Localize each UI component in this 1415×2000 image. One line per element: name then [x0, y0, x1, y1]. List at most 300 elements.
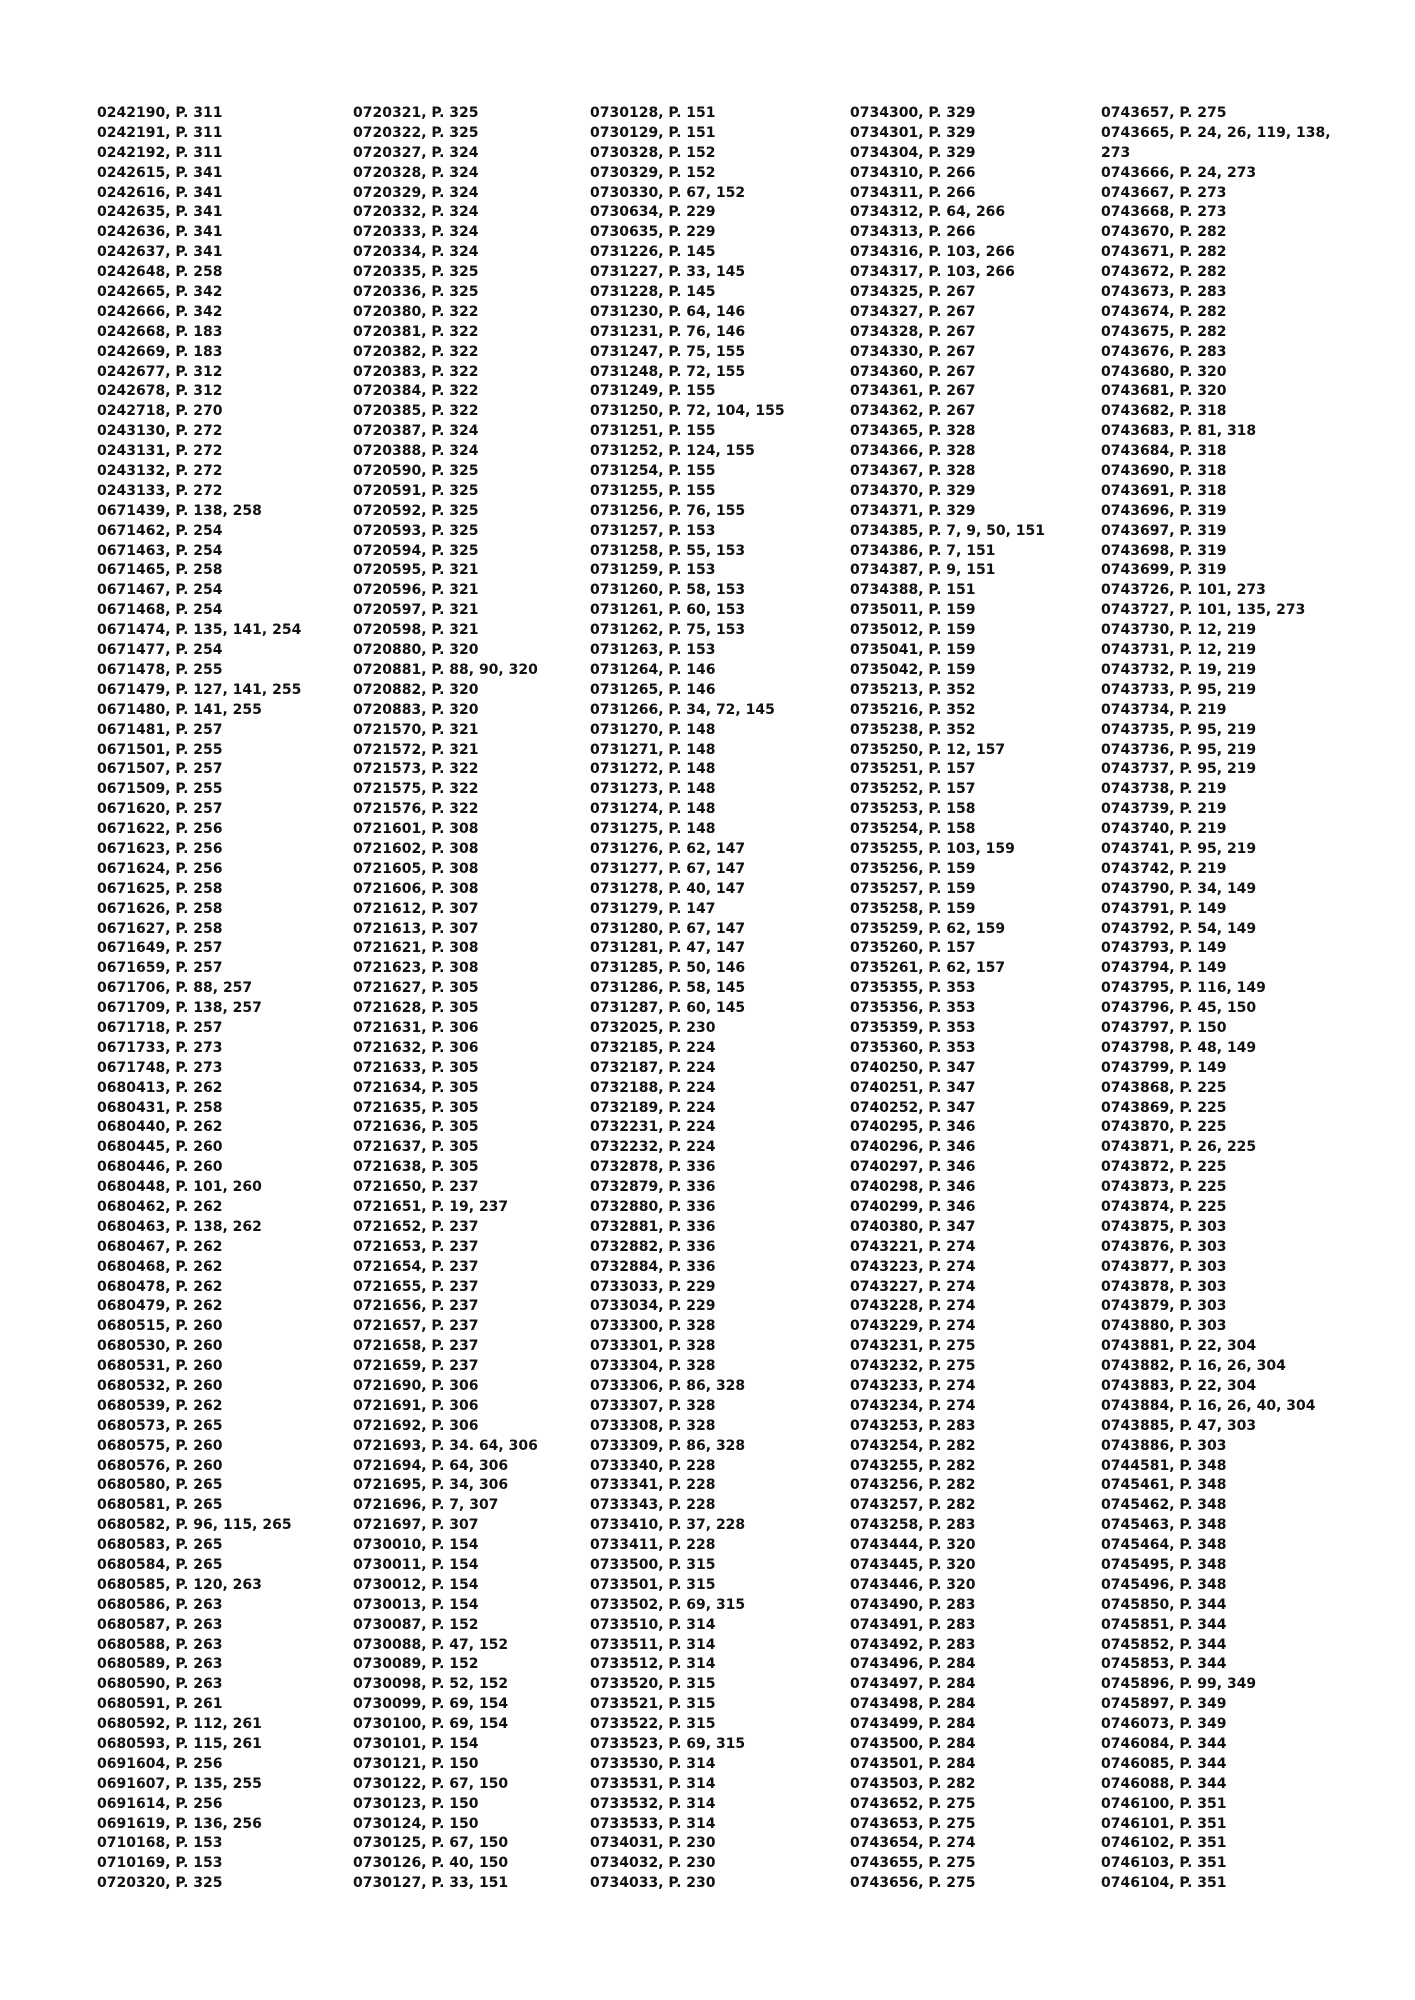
index-entry: 0743655, P. 275	[850, 1855, 976, 1872]
index-entry: 0730013, P. 154	[353, 1596, 479, 1613]
index-entry: 0671733, P. 273	[97, 1039, 223, 1056]
index-entry: 0732188, P. 224	[590, 1079, 716, 1096]
index-entry: 0243130, P. 272	[97, 423, 223, 440]
index-entry: 0721638, P. 305	[353, 1159, 479, 1176]
index-entry: 0731250, P. 72, 104, 155	[590, 403, 785, 420]
index-entry: 0680585, P. 120, 263	[97, 1576, 262, 1593]
index-entry: 0733033, P. 229	[590, 1278, 716, 1295]
index-entry: 0721636, P. 305	[353, 1119, 479, 1136]
index-entry: 0740296, P. 346	[850, 1139, 976, 1156]
index-entry: 0720320, P. 325	[97, 1875, 223, 1892]
index-entry: 0731266, P. 34, 72, 145	[590, 701, 775, 718]
index-entry: 0735251, P. 157	[850, 761, 976, 778]
index-entry: 0743672, P. 282	[1101, 264, 1227, 281]
index-entry: 0745851, P. 344	[1101, 1616, 1227, 1633]
index-entry: 0746104, P. 351	[1101, 1875, 1227, 1892]
index-entry: 0732880, P. 336	[590, 1198, 716, 1215]
index-entry: 0721657, P. 237	[353, 1318, 479, 1335]
index-entry: 0680478, P. 262	[97, 1278, 223, 1295]
index-entry: 0720591, P. 325	[353, 482, 479, 499]
index-entry: 0721573, P. 322	[353, 761, 479, 778]
index-entry: 0730121, P. 150	[353, 1755, 479, 1772]
index-entry: 0721652, P. 237	[353, 1218, 479, 1235]
index-entry: 0720597, P. 321	[353, 602, 479, 619]
index-entry: 0680589, P. 263	[97, 1656, 223, 1673]
index-entry: 0730634, P. 229	[590, 204, 716, 221]
index-entry: 0730330, P. 67, 152	[590, 184, 746, 201]
index-entry: 0744581, P. 348	[1101, 1457, 1227, 1474]
index-entry: 0733531, P. 314	[590, 1775, 716, 1792]
index-entry: 0731280, P. 67, 147	[590, 920, 746, 937]
index-entry: 0735216, P. 352	[850, 701, 976, 718]
index-entry: 0743227, P. 274	[850, 1278, 976, 1295]
index-entry: 0731248, P. 72, 155	[590, 363, 746, 380]
index-entry: 0743670, P. 282	[1101, 224, 1227, 241]
index-entry: 0743254, P. 282	[850, 1437, 976, 1454]
index-entry: 0734362, P. 267	[850, 403, 976, 420]
index-entry: 0733304, P. 328	[590, 1358, 716, 1375]
index-entry: 0732025, P. 230	[590, 1019, 716, 1036]
index-entry: 0743668, P. 273	[1101, 204, 1227, 221]
index-entry: 0243133, P. 272	[97, 482, 223, 499]
index-entry: 0743873, P. 225	[1101, 1179, 1227, 1196]
index-entry: 0743741, P. 95, 219	[1101, 840, 1257, 857]
index-entry: 0745461, P. 348	[1101, 1477, 1227, 1494]
index-entry: 0733500, P. 315	[590, 1557, 716, 1574]
index-entry: 0745464, P. 348	[1101, 1537, 1227, 1554]
index-entry: 0730099, P. 69, 154	[353, 1696, 509, 1713]
index-entry: 0730100, P. 69, 154	[353, 1716, 509, 1733]
index-column-5	[1101, 104, 1361, 1894]
index-entry: 0720592, P. 325	[353, 502, 479, 519]
index-entry: 0746085, P. 344	[1101, 1755, 1227, 1772]
index-entry: 0731273, P. 148	[590, 781, 716, 798]
index-entry: 0743795, P. 116, 149	[1101, 980, 1266, 997]
index-entry: 0743884, P. 16, 26, 40, 304	[1101, 1397, 1316, 1414]
index-entry: 0680584, P. 265	[97, 1557, 223, 1574]
index-entry: 0720328, P. 324	[353, 164, 479, 181]
index-entry: 0734366, P. 328	[850, 443, 976, 460]
index-entry: 0691604, P. 256	[97, 1755, 223, 1772]
index-entry: 0671625, P. 258	[97, 880, 223, 897]
index-entry: 0721602, P. 308	[353, 840, 479, 857]
index-entry: 0733301, P. 328	[590, 1338, 716, 1355]
index-entry: 0730125, P. 67, 150	[353, 1835, 509, 1852]
index-entry: 0720384, P. 322	[353, 383, 479, 400]
index-entry: 0743796, P. 45, 150	[1101, 1000, 1257, 1017]
index-entry: 0680590, P. 263	[97, 1676, 223, 1693]
index-entry: 0671622, P. 256	[97, 821, 223, 838]
index-entry: 0680448, P. 101, 260	[97, 1179, 262, 1196]
index-entry: 0735360, P. 353	[850, 1039, 976, 1056]
index-entry: 0743733, P. 95, 219	[1101, 681, 1257, 698]
index-entry: 0721695, P. 34, 306	[353, 1477, 509, 1494]
index-entry: 0720327, P. 324	[353, 144, 479, 161]
index-entry: 0721696, P. 7, 307	[353, 1497, 499, 1514]
index-entry: 0743232, P. 275	[850, 1358, 976, 1375]
index-entry: 0680463, P. 138, 262	[97, 1218, 262, 1235]
index-entry: 0720882, P. 320	[353, 681, 479, 698]
index-entry: 0734032, P. 230	[590, 1855, 716, 1872]
index-entry: 0735012, P. 159	[850, 622, 976, 639]
index-entry: 0743256, P. 282	[850, 1477, 976, 1494]
index-entry: 0242665, P. 342	[97, 284, 223, 301]
index-entry: 0743798, P. 48, 149	[1101, 1039, 1257, 1056]
index-entry: 0720387, P. 324	[353, 423, 479, 440]
index-entry: 0730089, P. 152	[353, 1656, 479, 1673]
index-entry: 0730087, P. 152	[353, 1616, 479, 1633]
index-entry: 0721690, P. 306	[353, 1378, 479, 1394]
index-entry: 0730129, P. 151	[590, 124, 716, 141]
index-entry: 0733512, P. 314	[590, 1656, 716, 1673]
index-entry: 0671467, P. 254	[97, 582, 223, 599]
index-entry: 0671624, P. 256	[97, 860, 223, 877]
index-entry: 0745495, P. 348	[1101, 1557, 1227, 1574]
index-entry: 0743681, P. 320	[1101, 383, 1227, 400]
index-entry: 0680576, P. 260	[97, 1457, 223, 1474]
index-entry: 0721623, P. 308	[353, 960, 479, 977]
index-entry: 0735355, P. 353	[850, 980, 976, 997]
index-entry: 0735253, P. 158	[850, 801, 976, 818]
index-entry: 0721606, P. 308	[353, 880, 479, 897]
index-entry: 0745896, P. 99, 349	[1101, 1676, 1257, 1693]
index-entry: 0734310, P. 266	[850, 164, 976, 181]
index-entry: 0720383, P. 322	[353, 363, 479, 380]
index-entry: 0721621, P. 308	[353, 940, 479, 957]
index-entry: 0743497, P. 284	[850, 1676, 976, 1693]
index-entry: 0680593, P. 115, 261	[97, 1736, 262, 1753]
index-entry: 0743234, P. 274	[850, 1397, 976, 1414]
index-entry: 0733502, P. 69, 315	[590, 1596, 746, 1613]
index-entry: 0680479, P. 262	[97, 1298, 223, 1315]
index-entry: 0743228, P. 274	[850, 1298, 976, 1315]
index-entry: 0731247, P. 75, 155	[590, 343, 746, 360]
index-entry: 0743871, P. 26, 225	[1101, 1139, 1257, 1156]
index-column-2	[353, 104, 583, 1894]
index-entry: 0743872, P. 225	[1101, 1159, 1227, 1176]
index-entry: 0671462, P. 254	[97, 522, 223, 539]
index-entry: 0733306, P. 86, 328	[590, 1378, 746, 1394]
index-entry: 0740380, P. 347	[850, 1218, 976, 1235]
index-entry: 0730127, P. 33, 151	[353, 1875, 509, 1892]
index-entry: 0730122, P. 67, 150	[353, 1775, 509, 1792]
index-entry: 0720333, P. 324	[353, 224, 479, 241]
index-entry: 0731265, P. 146	[590, 681, 716, 698]
index-entry: 0743735, P. 95, 219	[1101, 721, 1257, 738]
index-entry: 0691614, P. 256	[97, 1795, 223, 1812]
index-entry: 0680515, P. 260	[97, 1318, 223, 1335]
index-entry: 0671509, P. 255	[97, 781, 223, 798]
index-entry: 0734367, P. 328	[850, 463, 976, 480]
index-entry: 0731272, P. 148	[590, 761, 716, 778]
index-entry: 0743726, P. 101, 273	[1101, 582, 1266, 599]
index-entry: 0734313, P. 266	[850, 224, 976, 241]
index-entry: 0733532, P. 314	[590, 1795, 716, 1812]
index-entry: 0720596, P. 321	[353, 582, 479, 599]
index-entry: 0721658, P. 237	[353, 1338, 479, 1355]
index-entry: 0733341, P. 228	[590, 1477, 716, 1494]
index-entry: 0731270, P. 148	[590, 721, 716, 738]
index-entry: 0733521, P. 315	[590, 1696, 716, 1713]
index-entry: 0731281, P. 47, 147	[590, 940, 746, 957]
index-entry: 0733511, P. 314	[590, 1636, 716, 1653]
index-entry: 0743684, P. 318	[1101, 443, 1227, 460]
index-entry: 0671474, P. 135, 141, 254	[97, 622, 302, 639]
index-entry: 0680539, P. 262	[97, 1397, 223, 1414]
index-entry: 0743255, P. 282	[850, 1457, 976, 1474]
index-entry: 0746084, P. 344	[1101, 1736, 1227, 1753]
index-entry: 0743880, P. 303	[1101, 1318, 1227, 1335]
index-entry: 0721693, P. 34. 64, 306	[353, 1437, 538, 1454]
index-entry: 0743652, P. 275	[850, 1795, 976, 1812]
index-entry: 0743492, P. 283	[850, 1636, 976, 1653]
index-entry: 0743444, P. 320	[850, 1537, 976, 1554]
index-entry: 0743498, P. 284	[850, 1696, 976, 1713]
index-entry: 0743869, P. 225	[1101, 1099, 1227, 1116]
index-entry: 0671468, P. 254	[97, 602, 223, 619]
index-entry: 0732878, P. 336	[590, 1159, 716, 1176]
index-entry: 0680446, P. 260	[97, 1159, 223, 1176]
index-entry: 0732232, P. 224	[590, 1139, 716, 1156]
index-entry: 0721601, P. 308	[353, 821, 479, 838]
index-entry: 0743675, P. 282	[1101, 323, 1227, 340]
index-entry: 0734316, P. 103, 266	[850, 244, 1015, 261]
index-entry: 0743499, P. 284	[850, 1716, 976, 1733]
index-entry: 0733034, P. 229	[590, 1298, 716, 1315]
index-entry: 0721612, P. 307	[353, 900, 479, 917]
index-entry: 0745462, P. 348	[1101, 1497, 1227, 1514]
index-entry: 0242718, P. 270	[97, 403, 223, 420]
index-entry: 0731257, P. 153	[590, 522, 716, 539]
index-entry: 0734371, P. 329	[850, 502, 976, 519]
index-entry: 0743875, P. 303	[1101, 1218, 1227, 1235]
index-entry: 0242648, P. 258	[97, 264, 223, 281]
index-entry: 0730126, P. 40, 150	[353, 1855, 509, 1872]
index-entry: 0721651, P. 19, 237	[353, 1198, 509, 1215]
index-entry: 0691607, P. 135, 255	[97, 1775, 262, 1792]
index-entry: 0733340, P. 228	[590, 1457, 716, 1474]
index-entry: 0731256, P. 76, 155	[590, 502, 746, 519]
index-entry: 0721654, P. 237	[353, 1258, 479, 1275]
index-entry: 0720335, P. 325	[353, 264, 479, 281]
index-entry: 0680440, P. 262	[97, 1119, 223, 1136]
index-entry: 0720880, P. 320	[353, 642, 479, 659]
index-entry: 0732884, P. 336	[590, 1258, 716, 1275]
index-entry: 0743656, P. 275	[850, 1875, 976, 1892]
index-entry: 0691619, P. 136, 256	[97, 1815, 262, 1832]
index-entry: 0734385, P. 7, 9, 50, 151	[850, 522, 1046, 539]
index-entry: 0242669, P. 183	[97, 343, 223, 360]
index-entry: 0721627, P. 305	[353, 980, 479, 997]
index-entry: 0720590, P. 325	[353, 463, 479, 480]
index-entry: 0735041, P. 159	[850, 642, 976, 659]
index-entry: 0743794, P. 149	[1101, 960, 1227, 977]
index-entry: 0734300, P. 329	[850, 105, 976, 121]
index-entry: 0735258, P. 159	[850, 900, 976, 917]
index-entry: 0740299, P. 346	[850, 1198, 976, 1215]
index-entry: 0671479, P. 127, 141, 255	[97, 681, 302, 698]
index-entry: 0735042, P. 159	[850, 661, 976, 678]
index-entry: 0731258, P. 55, 153	[590, 542, 746, 559]
index-entry: 0242635, P. 341	[97, 204, 223, 221]
index-entry: 0734328, P. 267	[850, 323, 976, 340]
index-entry: 0242615, P. 341	[97, 164, 223, 181]
index-entry: 0731274, P. 148	[590, 801, 716, 818]
index-entry: 0746101, P. 351	[1101, 1815, 1227, 1832]
index-entry: 0731249, P. 155	[590, 383, 716, 400]
index-entry: 0743223, P. 274	[850, 1258, 976, 1275]
index-entry: 0743868, P. 225	[1101, 1079, 1227, 1096]
index-entry: 0242616, P. 341	[97, 184, 223, 201]
index-entry: 0721691, P. 306	[353, 1397, 479, 1414]
index-entry: 0721650, P. 237	[353, 1179, 479, 1196]
index-entry: 0680586, P. 263	[97, 1596, 223, 1613]
index-entry: 0743446, P. 320	[850, 1576, 976, 1593]
index-entry: 0743496, P. 284	[850, 1656, 976, 1673]
index-entry: 0680462, P. 262	[97, 1198, 223, 1215]
index-entry: 0734330, P. 267	[850, 343, 976, 360]
index-entry: 0242637, P. 341	[97, 244, 223, 261]
index-entry: 0680413, P. 262	[97, 1079, 223, 1096]
index-entry: 0671507, P. 257	[97, 761, 223, 778]
index-entry: 0733510, P. 314	[590, 1616, 716, 1633]
index-entry: 0721633, P. 305	[353, 1059, 479, 1076]
index-entry: 0680531, P. 260	[97, 1358, 223, 1375]
index-entry: 0242677, P. 312	[97, 363, 223, 380]
index-entry: 0680588, P. 263	[97, 1636, 223, 1653]
index-entry: 0743879, P. 303	[1101, 1298, 1227, 1315]
index-entry: 0720332, P. 324	[353, 204, 479, 221]
index-entry: 0743699, P. 319	[1101, 562, 1227, 579]
index-entry: 0720336, P. 325	[353, 284, 479, 301]
index-entry: 0734031, P. 230	[590, 1835, 716, 1852]
index-entry: 0743666, P. 24, 273	[1101, 164, 1257, 181]
index-entry: 0720598, P. 321	[353, 622, 479, 639]
index-entry: 0731277, P. 67, 147	[590, 860, 746, 877]
index-entry: 0671501, P. 255	[97, 741, 223, 758]
index-entry: 0740251, P. 347	[850, 1079, 976, 1096]
index-entry: 0735252, P. 157	[850, 781, 976, 798]
index-entry: 0721635, P. 305	[353, 1099, 479, 1116]
index-entry: 0745463, P. 348	[1101, 1517, 1227, 1534]
index-entry: 0745853, P. 344	[1101, 1656, 1227, 1673]
index-entry: 0720883, P. 320	[353, 701, 479, 718]
index-entry: 0721570, P. 321	[353, 721, 479, 738]
index-entry: 0730098, P. 52, 152	[353, 1676, 509, 1693]
index-entry: 0735261, P. 62, 157	[850, 960, 1006, 977]
index-entry: 0735260, P. 157	[850, 940, 976, 957]
index-entry: 0732882, P. 336	[590, 1238, 716, 1255]
index-entry: 0730635, P. 229	[590, 224, 716, 241]
index-entry: 0721572, P. 321	[353, 741, 479, 758]
index-entry: 0710168, P. 153	[97, 1835, 223, 1852]
index-entry: 0720380, P. 322	[353, 303, 479, 320]
index-entry: 0743878, P. 303	[1101, 1278, 1227, 1295]
index-entry: 0242678, P. 312	[97, 383, 223, 400]
index-entry: 0735259, P. 62, 159	[850, 920, 1006, 937]
index-entry: 0743736, P. 95, 219	[1101, 741, 1257, 758]
index-entry: 0730128, P. 151	[590, 105, 716, 121]
index-entry: 273	[1101, 144, 1131, 161]
index-entry: 0680580, P. 265	[97, 1477, 223, 1494]
index-entry: 0740295, P. 346	[850, 1119, 976, 1136]
index-entry: 0743877, P. 303	[1101, 1258, 1227, 1275]
index-entry: 0731252, P. 124, 155	[590, 443, 755, 460]
index-entry: 0242636, P. 341	[97, 224, 223, 241]
index-entry: 0743257, P. 282	[850, 1497, 976, 1514]
index-entry: 0733308, P. 328	[590, 1417, 716, 1434]
index-entry: 0671709, P. 138, 257	[97, 1000, 262, 1017]
index-entry: 0671748, P. 273	[97, 1059, 223, 1076]
index-entry: 0743698, P. 319	[1101, 542, 1227, 559]
index-entry: 0731226, P. 145	[590, 244, 716, 261]
index-entry: 0743730, P. 12, 219	[1101, 622, 1257, 639]
index-entry: 0743697, P. 319	[1101, 522, 1227, 539]
index-entry: 0733410, P. 37, 228	[590, 1517, 746, 1534]
index-entry: 0733533, P. 314	[590, 1815, 716, 1832]
index-entry: 0733343, P. 228	[590, 1497, 716, 1514]
index-entry: 0743883, P. 22, 304	[1101, 1378, 1257, 1394]
index-entry: 0743690, P. 318	[1101, 463, 1227, 480]
index-entry: 0746100, P. 351	[1101, 1795, 1227, 1812]
index-entry: 0743696, P. 319	[1101, 502, 1227, 519]
index-entry: 0730012, P. 154	[353, 1576, 479, 1593]
index-entry: 0735213, P. 352	[850, 681, 976, 698]
index-entry: 0733300, P. 328	[590, 1318, 716, 1335]
index-entry: 0680468, P. 262	[97, 1258, 223, 1275]
index-entry: 0720381, P. 322	[353, 323, 479, 340]
index-entry: 0743742, P. 219	[1101, 860, 1227, 877]
index-entry: 0720594, P. 325	[353, 542, 479, 559]
index-entry: 0733307, P. 328	[590, 1397, 716, 1414]
index-entry: 0721631, P. 306	[353, 1019, 479, 1036]
index-entry: 0731254, P. 155	[590, 463, 716, 480]
index-entry: 0743738, P. 219	[1101, 781, 1227, 798]
index-entry: 0743683, P. 81, 318	[1101, 423, 1257, 440]
index-entry: 0720329, P. 324	[353, 184, 479, 201]
index-entry: 0721634, P. 305	[353, 1079, 479, 1096]
index-entry: 0731260, P. 58, 153	[590, 582, 746, 599]
index-entry: 0242190, P. 311	[97, 105, 223, 121]
index-entry: 0721628, P. 305	[353, 1000, 479, 1017]
index-entry: 0743874, P. 225	[1101, 1198, 1227, 1215]
index-entry: 0731271, P. 148	[590, 741, 716, 758]
index-entry: 0743682, P. 318	[1101, 403, 1227, 420]
index-entry: 0734360, P. 267	[850, 363, 976, 380]
index-entry: 0671439, P. 138, 258	[97, 502, 262, 519]
index-entry: 0735256, P. 159	[850, 860, 976, 877]
index-entry: 0680581, P. 265	[97, 1497, 223, 1514]
index-entry: 0743653, P. 275	[850, 1815, 976, 1832]
index-entry: 0680467, P. 262	[97, 1238, 223, 1255]
index-entry: 0671718, P. 257	[97, 1019, 223, 1036]
index-entry: 0743876, P. 303	[1101, 1238, 1227, 1255]
index-entry: 0671463, P. 254	[97, 542, 223, 559]
index-entry: 0743870, P. 225	[1101, 1119, 1227, 1136]
index-entry: 0745852, P. 344	[1101, 1636, 1227, 1653]
index-entry: 0743737, P. 95, 219	[1101, 761, 1257, 778]
index-entry: 0732881, P. 336	[590, 1218, 716, 1235]
index-entry: 0731276, P. 62, 147	[590, 840, 746, 857]
index-entry: 0671620, P. 257	[97, 801, 223, 818]
index-entry: 0680532, P. 260	[97, 1378, 223, 1394]
index-entry: 0671477, P. 254	[97, 642, 223, 659]
index-entry: 0743253, P. 283	[850, 1417, 976, 1434]
index-entry: 0746102, P. 351	[1101, 1835, 1227, 1852]
index-entry: 0743445, P. 320	[850, 1557, 976, 1574]
index-entry: 0730088, P. 47, 152	[353, 1636, 509, 1653]
index-entry: 0746073, P. 349	[1101, 1716, 1227, 1733]
